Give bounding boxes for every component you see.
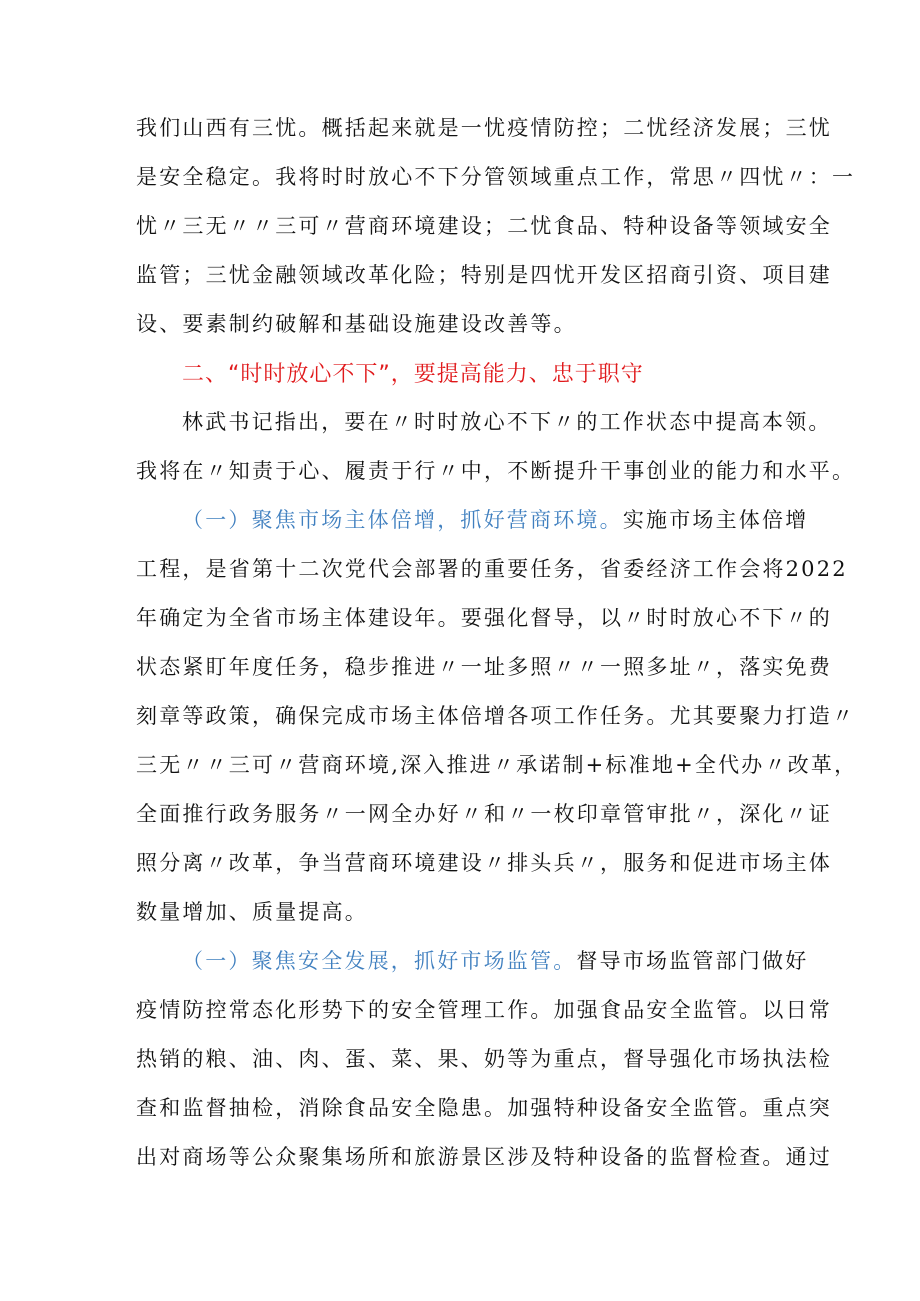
paragraph-line: 全面推行政务服务〃一网全办好〃和〃一枚印章管审批〃，深化〃证 [136,802,832,826]
subheading-market-entities: （一）聚焦市场主体倍增，抓好营商环境。 [182,508,623,532]
paragraph-line: 我们山西有三忧。概括起来就是一忧疫情防控；二忧经济发展；三忧 [136,116,832,140]
paragraph-line: 照分离〃改革，争当营商环境建设〃排头兵〃，服务和促进市场主体 [136,851,832,875]
paragraph-line: 林武书记指出，要在〃时时放心不下〃的工作状态中提高本领。 [182,410,832,434]
paragraph-line: 监管；三忧金融领域改革化险；特别是四忧开发区招商引资、项目建 [136,263,832,287]
paragraph-line: 我将在〃知责于心、履责于行〃中，不断提升干事创业的能力和水平。 [136,459,856,483]
paragraph-line: 查和监督抽检，消除食品安全隐患。加强特种设备安全监管。重点突 [136,1096,832,1120]
paragraph-line: 出对商场等公众聚集场所和旅游景区涉及特种设备的监督检查。通过 [136,1145,832,1169]
subheading-safety-development: （一）聚焦安全发展，抓好市场监管。 [182,949,577,973]
paragraph-first-line [182,505,809,535]
paragraph-text: 实施市场主体倍增 [622,508,809,532]
paragraph-line: 设、要素制约破解和基础设施建设改善等。 [136,312,577,336]
paragraph-line: 是安全稳定。我将时时放心不下分管领域重点工作，常思〃四忧〃：一 [136,165,856,189]
paragraph-line: 数量增加、质量提高。 [136,900,368,924]
paragraph-line: 疫情防控常态化形势下的安全管理工作。加强食品安全监管。以日常 [136,998,832,1022]
paragraph-line: 工程，是省第十二次党代会部署的重要任务，省委经济工作会将2022 [136,557,848,581]
section-heading: 二、“时时放心不下”，要提高能力、忠于职守 [182,362,644,387]
paragraph-first-line [182,946,809,976]
paragraph-text: 督导市场监管部门做好 [576,949,809,973]
paragraph-line: 刻章等政策，确保完成市场主体倍增各项工作任务。尤其要聚力打造〃 [136,704,856,728]
paragraph-line: 热销的粮、油、肉、蛋、菜、果、奶等为重点，督导强化市场执法检 [136,1047,832,1071]
paragraph-line: 三无〃〃三可〃营商环境,深入推进〃承诺制+标准地+全代办〃改革， [136,753,858,777]
paragraph-line: 状态紧盯年度任务，稳步推进〃一址多照〃〃一照多址〃，落实免费 [136,655,832,679]
paragraph-line: 忧〃三无〃〃三可〃营商环境建设；二忧食品、特种设备等领域安全 [136,214,832,238]
paragraph-line: 年确定为全省市场主体建设年。要强化督导，以〃时时放心不下〃的 [136,606,832,630]
